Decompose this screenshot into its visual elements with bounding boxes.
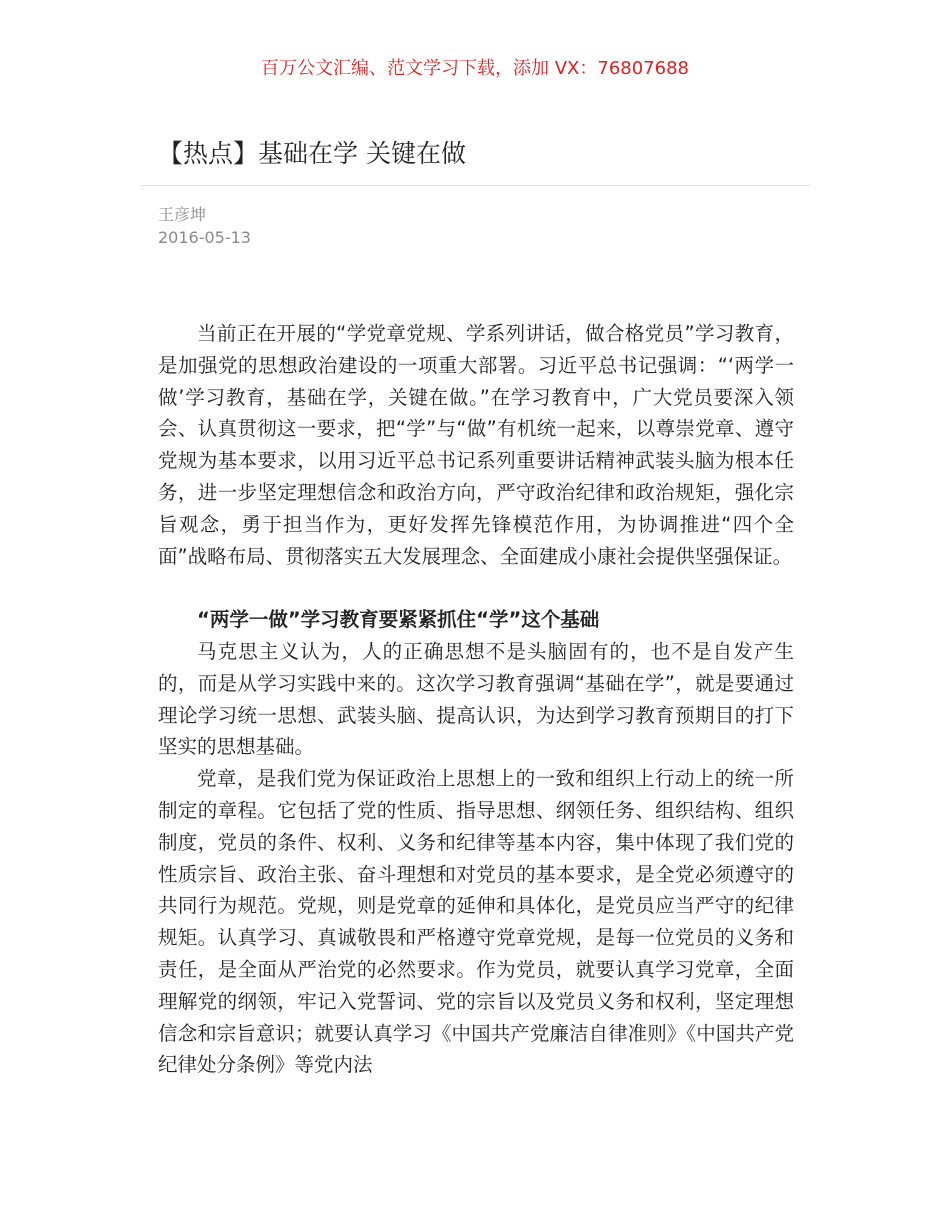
- article-title: 【热点】基础在学 关键在做: [158, 139, 466, 168]
- section-heading: “两学一做”学习教育要紧紧抓住“学”这个基础: [197, 608, 600, 632]
- paragraph: 马克思主义认为，人的正确思想不是头脑固有的，也不是自发产生的，而是从学习实践中来的。这次学习教育强调“基础在学”，就是要通过理论学习统一思想、武装头脑、提高认识，为达到学习教育预期目的打下坚实的思想基础。: [158, 639, 794, 759]
- title-divider: [140, 185, 810, 186]
- article-body: [158, 318, 794, 1081]
- paragraph: 当前正在开展的“学党章党规、学系列讲话，做合格党员”学习教育，是加强党的思想政治建设的一项重大部署。习近平总书记强调：“‘两学一做’学习教育，基础在学，关键在做。”在学习教育中，广大党员要深入领会、认真贯彻这一要求，把“学”与“做”有机统一起来，以尊崇党章、遵守党规为基本要求，以用习近平总书记系列重要讲话精神武装头脑为根本任务，进一步坚定理想信念和政治方向，严守政治纪律和政治规矩，强化宗旨观念，勇于担当作为，更好发挥先锋模范作用，为协调推进“四个全面”战略布局、贯彻落实五大发展理念、全面建成小康社会提供坚强保证。: [158, 322, 794, 568]
- promo-banner: 百万公文汇编、范文学习下载，添加 VX：76807688: [261, 58, 689, 79]
- article-author: 王彦坤: [158, 205, 207, 224]
- paragraph: 党章，是我们党为保证政治上思想上的一致和组织上行动上的统一所制定的章程。它包括了党的性质、指导思想、纲领任务、组织结构、组织制度，党员的条件、权利、义务和纪律等基本内容，集中体现了我们党的性质宗旨、政治主张、奋斗理想和对党员的基本要求，是全党必须遵守的共同行为规范。党规，则是党章的延伸和具体化，是党员应当严守的纪律规矩。认真学习、真诚敬畏和严格遵守党章党规，是每一位党员的义务和责任，是全面从严治党的必然要求。作为党员，就要认真学习党章，全面理解党的纲领，牢记入党誓词、党的宗旨以及党员义务和权利，坚定理想信念和宗旨意识；就要认真学习《中国共产党廉洁自律准则》《中国共产党纪律处分条例》等党内法: [158, 767, 794, 1077]
- article-date: 2016-05-13: [158, 228, 251, 247]
